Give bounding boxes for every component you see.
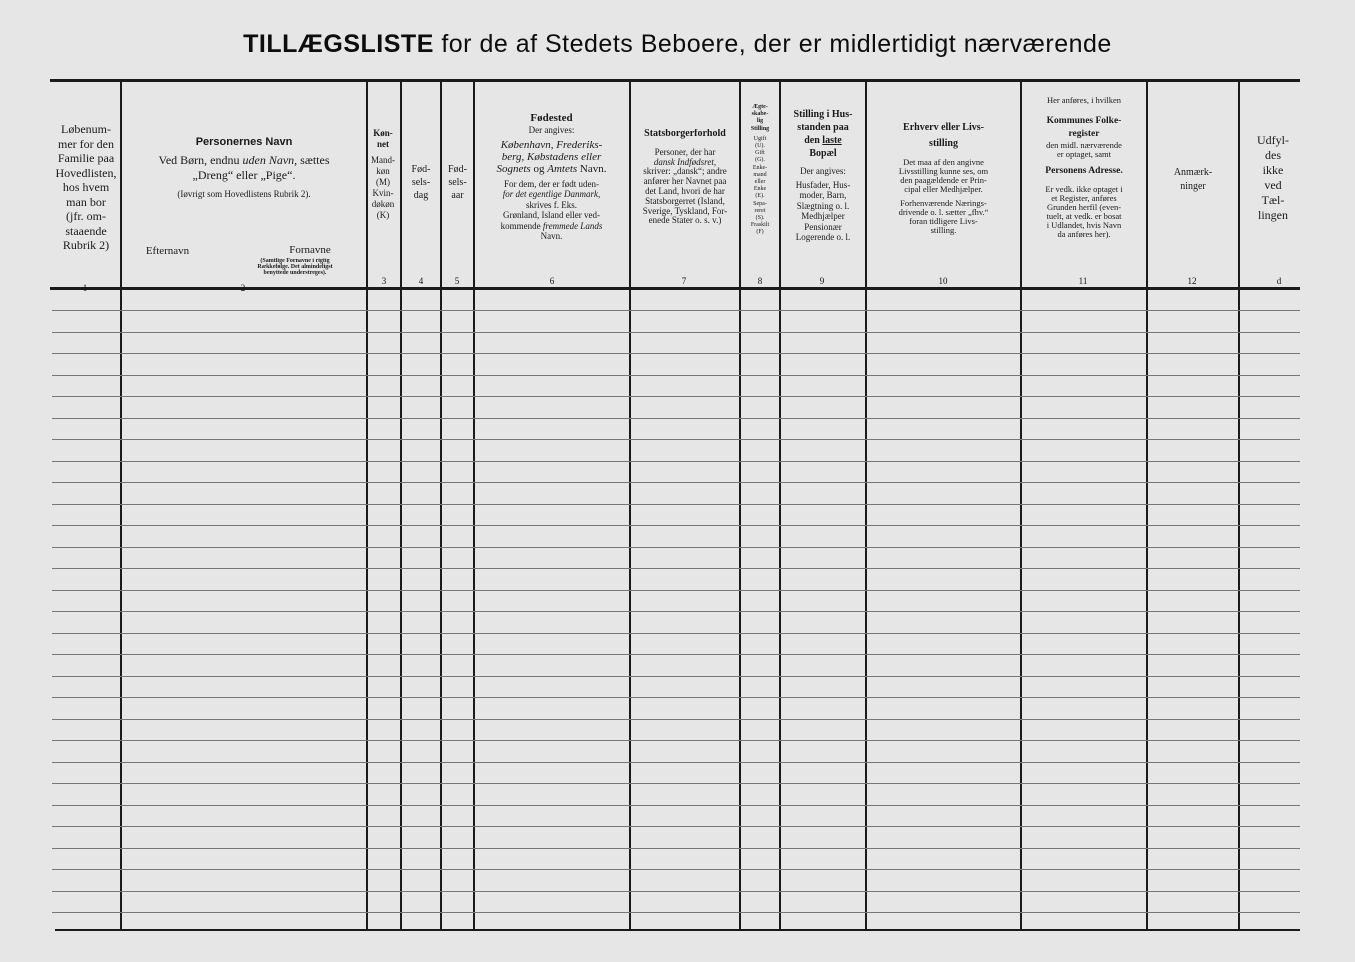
col5-text: sels-: [448, 177, 467, 188]
col1-text: Rubrik 2): [62, 238, 110, 252]
col6-text: Sognets: [496, 162, 531, 175]
col10-text: Livsstilling kunne ses, om: [898, 166, 989, 176]
col9-header: [781, 108, 865, 243]
ruled-line: [52, 568, 1300, 569]
col8-text: Ugift: [753, 135, 767, 142]
col8-text: reret: [754, 207, 766, 214]
col6-text: Navn.: [540, 231, 563, 241]
ruled-line: [52, 805, 1300, 806]
col9-text: moder, Barn,: [799, 190, 847, 200]
col10-heading: Erhverv eller Livs-: [903, 122, 984, 133]
col8-heading: Ægte-: [752, 104, 768, 110]
col6-text: og: [530, 162, 548, 175]
col9-heading: den: [804, 135, 820, 146]
col2-number: 2: [240, 283, 246, 293]
col7-text: skriver: „dansk“; andre: [643, 166, 727, 177]
ruled-line: [52, 697, 1300, 698]
col11-text: den midl. nærværende: [1046, 140, 1122, 150]
ruled-line: [52, 375, 1300, 376]
col9-text: Slægtning o. l.: [796, 200, 850, 211]
ruled-line: [52, 912, 1300, 913]
cold-text: ved: [1264, 178, 1282, 192]
col10-header: [867, 120, 1020, 235]
col10-number: 10: [938, 276, 948, 286]
ruled-line: [52, 654, 1300, 655]
col6-header: [475, 112, 628, 242]
col4-header: [402, 163, 440, 202]
col6-text: Amtets: [547, 162, 578, 175]
col3-heading: Køn-: [373, 128, 393, 138]
col2-header: [124, 135, 364, 202]
col2-text: (Iøvrigt som Hovedlistens Rubrik 2).: [177, 189, 311, 199]
col2-text: sættes: [297, 153, 330, 167]
col3-text: Kvin-: [372, 188, 394, 198]
col9-line3: [781, 134, 865, 147]
col2-text: uden Navn,: [242, 153, 298, 167]
col5-header: [442, 163, 473, 202]
col8-text: (F): [756, 229, 764, 236]
ruled-line: [52, 482, 1300, 483]
ruled-line: [52, 826, 1300, 827]
col5-text: aar: [451, 190, 464, 201]
col10-text: foran tidligere Livs-: [909, 216, 978, 226]
cold-text: Udfyl-: [1257, 133, 1289, 147]
col10-text: stilling.: [930, 225, 957, 235]
column-divider: [400, 82, 402, 929]
col2-note: Rækkefølge. Det almindeligst: [257, 264, 333, 270]
col1-text: Hovedlisten,: [55, 165, 117, 180]
col9-heading: laste: [822, 135, 842, 146]
ruled-line: [52, 611, 1300, 612]
col9-heading: Bopæl: [809, 148, 837, 159]
col11-heading: Personens Adresse.: [1045, 166, 1123, 176]
ruled-line: [52, 869, 1300, 870]
col2-note: (Samtlige Fornavne i rigtig: [260, 258, 330, 264]
col3-text: (K): [376, 210, 390, 220]
ruled-line: [52, 461, 1300, 462]
col5-text: Fød-: [448, 164, 467, 175]
cold-text: ikke: [1262, 163, 1284, 177]
col8-text: Gift: [755, 150, 765, 157]
col1-header: [50, 122, 122, 253]
col11-text: er optaget, samt: [1056, 149, 1112, 159]
efternavn-label: Efternavn: [145, 246, 190, 256]
col2-text: Ved Børn, endnu: [158, 153, 243, 167]
cold-header: [1240, 133, 1306, 223]
col1-text: Løbenum-: [61, 122, 111, 136]
col1-text: man bor: [66, 194, 106, 209]
col6-text: København, Frederiks-: [500, 138, 603, 151]
col12-text: Anmærk-: [1173, 167, 1213, 178]
col8-text: Enke: [753, 186, 767, 193]
col6-text: For dem, der er født uden-: [504, 178, 599, 189]
col6-heading: Fødested: [530, 112, 573, 124]
col6-text: kommende: [500, 220, 543, 231]
col3-text: køn: [376, 166, 390, 176]
col6-text: Der angives:: [528, 125, 575, 135]
col8-text: (E).: [755, 193, 765, 200]
col3-text: Mand-: [371, 155, 395, 165]
ruled-line: [52, 676, 1300, 677]
col6-line9: [475, 221, 628, 232]
col3-text: døkøn: [371, 199, 395, 209]
col8-heading: lig: [756, 118, 764, 125]
col11-heading: register: [1068, 129, 1100, 139]
col11-heading: Kommunes Folke-: [1046, 116, 1122, 126]
col6-line4: [475, 163, 628, 175]
table-bottom-rule: [55, 929, 1300, 931]
col10-text: Forhenværende Nærings-: [900, 198, 987, 208]
col11-text: tuelt, at vedk. er bosat: [1046, 211, 1122, 221]
col3-number: 3: [381, 276, 387, 286]
col10-text: Det maa af den angivne: [903, 157, 984, 167]
col4-text: dag: [413, 190, 429, 201]
col1-number: 1: [82, 283, 88, 293]
col7-header: [631, 129, 739, 226]
col8-text: Enke-: [752, 164, 768, 171]
col11-text: i Udlandet, hvis Navn: [1046, 220, 1122, 230]
fornavne-label: Fornavne: [289, 245, 331, 255]
col6-text: berg, Købstadens eller: [501, 150, 602, 163]
col8-text: (U).: [755, 143, 765, 150]
col7-text: Statsborgerret (Island,: [645, 195, 725, 206]
ruled-line: [52, 633, 1300, 634]
ruled-line: [52, 396, 1300, 397]
title-bold: TILLÆGSLISTE: [243, 30, 434, 58]
col10-text: den paagældende er Prin-: [900, 175, 987, 185]
col5-number: 5: [454, 276, 460, 286]
col1-text: mer for den: [58, 136, 114, 151]
col3-text: (M): [376, 177, 390, 187]
col9-text: Husfader, Hus-: [795, 179, 851, 190]
col6-text: skrives f. Eks.: [526, 199, 577, 210]
col9-text: Medhjælper: [801, 211, 845, 221]
col11-text: Er vedk. ikke optaget i: [1045, 184, 1123, 194]
col7-text: det Land, hvori de har: [645, 185, 725, 196]
col9-text: Der angives:: [800, 166, 846, 176]
col7-text: Personer, der har: [654, 146, 716, 157]
col3-heading: net: [377, 139, 389, 149]
col11-text: da anføres her).: [1057, 229, 1111, 239]
col2-heading: Personernes Navn: [195, 136, 293, 148]
col4-text: sels-: [411, 177, 431, 188]
ruled-line: [52, 590, 1300, 591]
col6-text: Navn.: [577, 162, 607, 175]
col8-text: (S).: [755, 215, 765, 222]
cold-text: des: [1265, 148, 1281, 162]
column-divider: [440, 82, 442, 929]
title-rest: for de af Stedets Beboere, der er midlertidigt nærværende: [433, 30, 1112, 58]
col8-text: (G).: [755, 157, 765, 164]
col12-text: ninger: [1180, 181, 1206, 192]
ruled-line: [52, 891, 1300, 892]
col6-text: fremmede Lands: [542, 220, 603, 231]
cold-number: d: [1276, 276, 1282, 286]
col1-text: Familie paa: [57, 151, 115, 165]
ruled-line: [52, 719, 1300, 720]
col11-number: 11: [1078, 276, 1088, 286]
column-divider: [1146, 82, 1148, 929]
col1-text: staaende: [65, 223, 107, 238]
ruled-line: [52, 547, 1300, 548]
col8-header: [741, 104, 779, 237]
header-top-rule: [50, 79, 1300, 82]
col10-text: drivende o. l. sætter „fhv.“: [898, 207, 989, 217]
ruled-line: [52, 439, 1300, 440]
col7-text: dansk Indfødsret,: [653, 156, 717, 167]
ruled-line: [52, 353, 1300, 354]
col9-text: Pensionær: [804, 221, 842, 232]
col8-heading: Stilling: [750, 125, 770, 132]
ruled-line: [52, 762, 1300, 763]
col9-heading: standen paa: [797, 122, 849, 133]
col9-text: Logerende o. l.: [795, 232, 851, 242]
ruled-line: [52, 504, 1300, 505]
ruled-line: [52, 525, 1300, 526]
col2-note: benyttede understreges).: [263, 270, 327, 276]
col6-text: Grønland, Island eller ved-: [503, 210, 600, 220]
ruled-line: [52, 783, 1300, 784]
col11-text: et Register, anføres: [1051, 193, 1117, 203]
col8-number: 8: [757, 276, 763, 286]
cold-text: Tæl-: [1261, 193, 1285, 207]
col6-text: for det egentlige Danmark,: [502, 189, 601, 199]
col8-heading: skabe-: [751, 111, 769, 118]
col12-header: [1148, 166, 1238, 194]
page-title: [0, 30, 1355, 59]
col11-text: Grunden herfil (even-: [1046, 202, 1122, 212]
col7-text: anfører her Navnet paa: [643, 176, 727, 187]
col8-text: Sepa-: [753, 200, 767, 207]
col11-header: [1022, 96, 1146, 239]
col7-text: enede Stater o. s. v.): [648, 215, 722, 226]
col4-number: 4: [418, 276, 424, 286]
fornavne-note: [225, 258, 365, 276]
col12-number: 12: [1187, 276, 1197, 286]
col9-number: 9: [819, 276, 825, 286]
col11-text: Her anføres, i hvilken: [1046, 96, 1122, 105]
cold-text: lingen: [1258, 208, 1288, 222]
col2-text: „Dreng“ eller „Pige“.: [192, 168, 296, 182]
col7-heading: Statsborgerforhold: [644, 129, 726, 139]
col9-heading: Stilling i Hus-: [793, 109, 853, 120]
col4-text: Fød-: [411, 164, 431, 175]
ruled-line: [52, 418, 1300, 419]
col7-text: Sverige, Tyskland, For-: [642, 205, 728, 216]
ruled-line: [52, 332, 1300, 333]
col6-number: 6: [549, 276, 555, 286]
col8-text: mand: [753, 171, 767, 178]
col7-number: 7: [681, 276, 687, 286]
col2-line1: [124, 153, 364, 168]
col3-header: [367, 128, 399, 221]
col8-text: Fraskilt: [750, 222, 770, 229]
ruled-line: [52, 740, 1300, 741]
ruled-line: [52, 310, 1300, 311]
col10-text: cipal eller Medhjælper.: [904, 184, 983, 194]
col1-text: (jfr. om-: [66, 209, 106, 223]
ruled-line: [52, 848, 1300, 849]
col1-text: hos hvem: [62, 180, 110, 194]
col10-heading: stilling: [929, 138, 958, 149]
col8-text: eller: [754, 179, 766, 186]
